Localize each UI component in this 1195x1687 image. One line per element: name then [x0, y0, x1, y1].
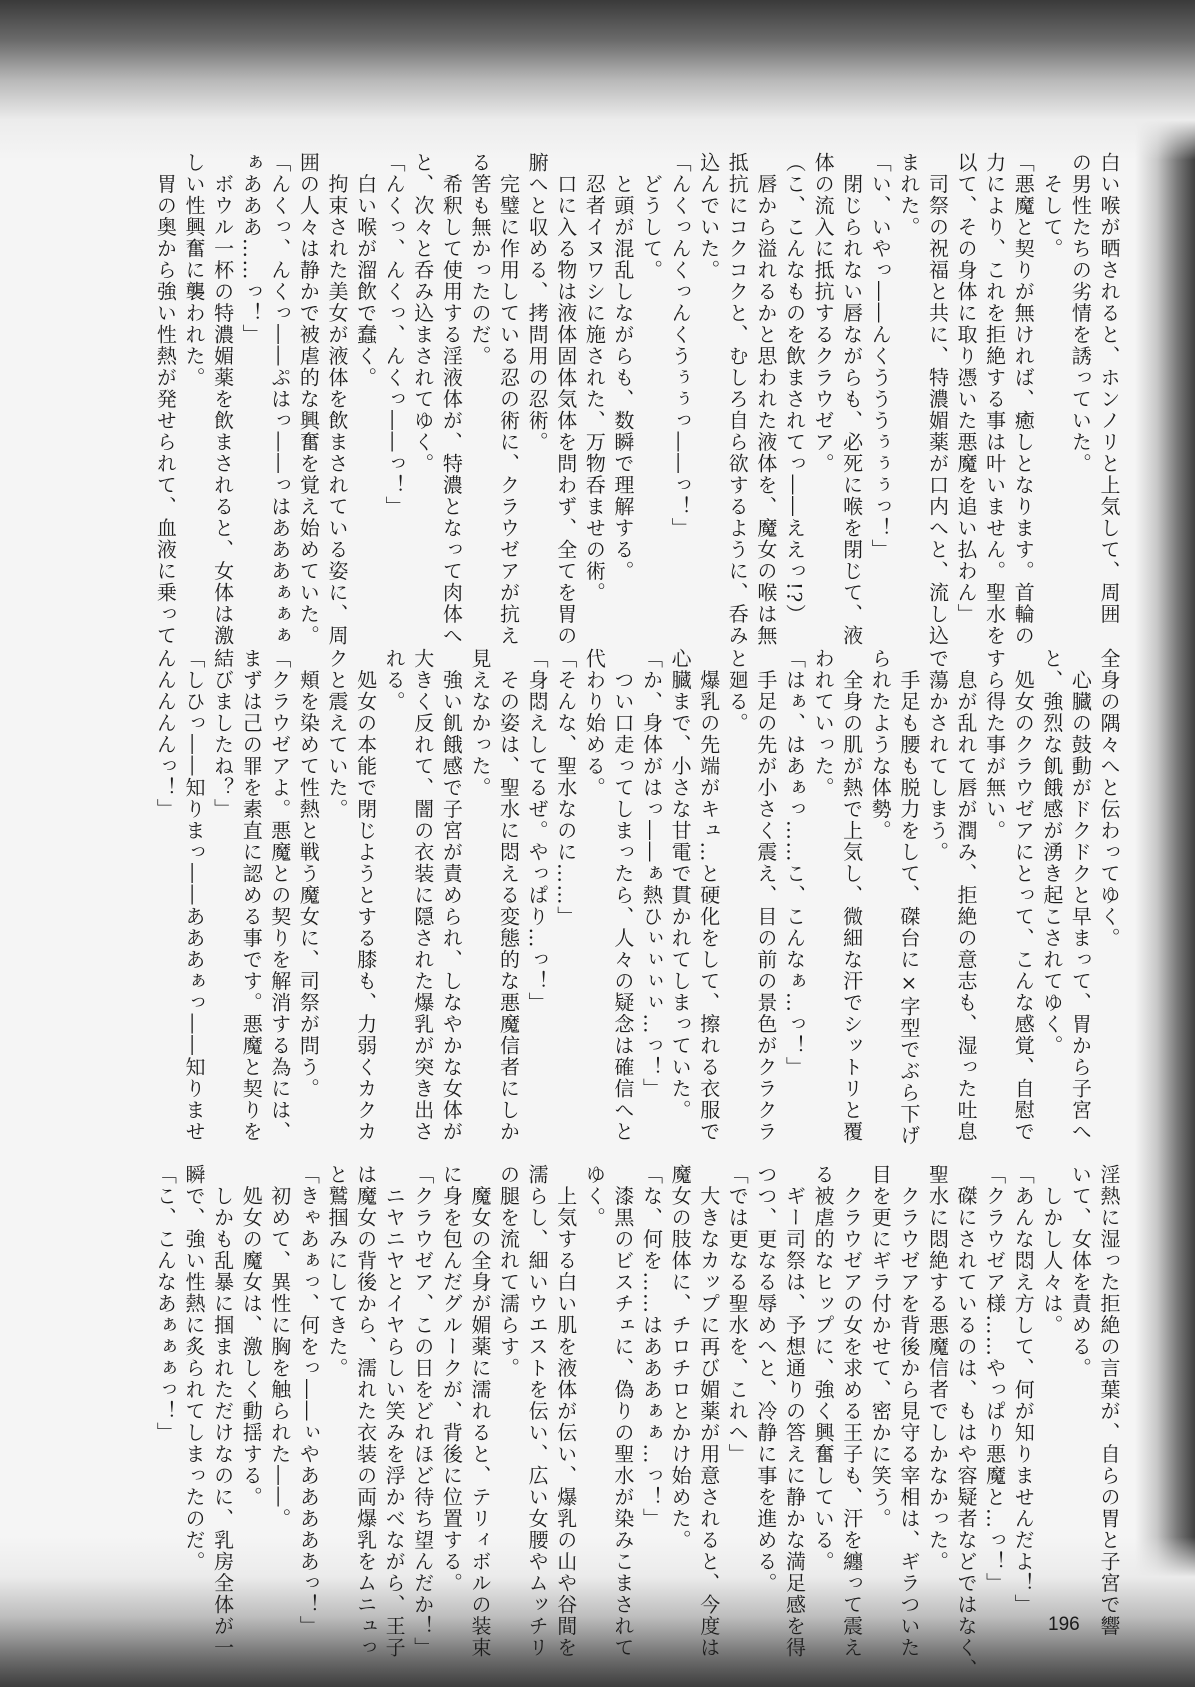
text-line: 磔にされているのは、もはや容疑者などではなく、	[954, 1164, 979, 1680]
text-line: る被虐的なヒップに、強く興奮している。	[811, 1164, 836, 1573]
text-line: 完璧に作用している忍の術に、クラウゼアが抗え	[496, 152, 521, 647]
text-line: 処女の本能で閉じようとする膝も、力弱くカクカ	[353, 648, 378, 1143]
text-line: クラウゼアの女を求める王子も、汗を纏って震え	[839, 1164, 864, 1659]
text-line: 閉じられない唇ながらも、必死に喉を閉じて、液	[839, 152, 864, 647]
text-line: 「んくっんくっんくうぅぅっ――っ！」	[668, 152, 693, 539]
text-line: 「クラウゼア様……やっぱり悪魔と…っ！」	[982, 1164, 1007, 1594]
text-line: 司祭の祝福と共に、特濃媚薬が口内へと、流し込	[925, 152, 950, 647]
text-line: クラウゼアを背後から見守る宰相は、ギラついた	[896, 1164, 921, 1659]
text-line: 希釈して使用する淫液体が、特濃となって肉体へ	[439, 152, 464, 647]
text-line: 代わり始める。	[582, 648, 607, 799]
text-line: 上気する白い肌を液体が伝い、爆乳の山や谷間を	[553, 1164, 578, 1659]
text-line: 込んでいた。	[696, 152, 721, 281]
text-line: ニヤニヤとイヤらしい笑みを浮かべながら、王子	[382, 1164, 407, 1659]
text-line: 胃の奥から強い性熱が発せられて、血液に乗って	[153, 152, 178, 647]
text-line: 「クラウゼアよ。悪魔との契りを解消する為には、	[267, 648, 292, 1143]
text-line: 白い喉が晒されると、ホンノリと上気して、周囲	[1097, 152, 1121, 625]
text-line: その姿は、聖水に悶える変態的な悪魔信者にしか	[496, 648, 521, 1143]
text-line: 濡らし、細いウエストを伝い、広い女腰やムッチリ	[525, 1164, 550, 1659]
text-line: 処女のクラウゼアにとって、こんな感覚、自慰で	[1011, 648, 1036, 1143]
text-line: 淫熱に湿った拒絶の言葉が、自らの胃と子宮で響	[1097, 1164, 1121, 1637]
text-line: は魔女の背後から、濡れた衣装の両爆乳をムニュっ	[353, 1164, 378, 1659]
text-line: ゆく。	[582, 1164, 607, 1229]
text-line: と、次々と呑み込まされてゆく。	[410, 152, 435, 475]
text-line: 処女の魔女は、激しく動揺する。	[239, 1164, 264, 1508]
text-line: つつ、更なる辱めへと、冷静に事を進める。	[753, 1164, 778, 1594]
text-line: と頭が混乱しながらも、数瞬で理解する。	[610, 152, 635, 582]
text-line: 全身の隅々へと伝わってゆく。	[1097, 648, 1121, 949]
text-line: 抵抗にコクコクと、むしろ自ら欲するように、呑み	[725, 152, 750, 647]
text-line: 心臓まで、小さな甘電で貫かれてしまっていた。	[668, 648, 693, 1121]
text-line: 「クラウゼア、この日をどれほど待ち望んだか！」	[410, 1164, 435, 1659]
text-line: しかも乱暴に掴まれただけなのに、乳房全体が一	[210, 1164, 235, 1659]
text-line: 「んくっ、んくっ、んくっ――っ！」	[382, 152, 407, 518]
text-block-middle	[151, 648, 1123, 1147]
text-line: つい口走ってしまったら、人々の疑念は確信へと	[610, 648, 635, 1143]
text-line: 息が乱れて唇が潤み、拒絶の意志も、湿った吐息	[954, 648, 979, 1143]
text-line: 大きなカップに再び媚薬が用意されると、今度は	[696, 1164, 721, 1659]
text-line: 「しひっ――知りまっ――あああぁっ――知りませ	[182, 648, 206, 1143]
text-line: 囲の人々は静かで被虐的な興奮を覚え始めていた。	[296, 152, 321, 647]
text-line: と廻る。	[725, 648, 750, 734]
text-block-upper	[151, 152, 1123, 647]
text-line: 拘束された美女が液体を飲まされている姿に、周	[324, 152, 349, 647]
text-line: 目を更にギラ付かせて、密かに笑う。	[868, 1164, 893, 1530]
text-line: 以て、その身体に取り憑いた悪魔を追い払わん」	[954, 152, 979, 625]
text-line: 初めて、異性に胸を触られた――。	[267, 1164, 292, 1530]
text-line: 頬を染めて性熱と戦う魔女に、司祭が問う。	[296, 648, 321, 1100]
text-line: 漆黒のビスチェに、偽りの聖水が染みこまされて	[610, 1164, 635, 1659]
text-line: クと震えていた。	[324, 648, 349, 820]
text-line: 手足の先が小さく震え、目の前の景色がクラクラ	[753, 648, 778, 1143]
text-line: 口に入る物は液体固体気体を問わず、全てを胃の	[553, 152, 578, 647]
text-line: 大きく反れて、闇の衣装に隠された爆乳が突き出さ	[410, 648, 435, 1143]
text-line: と、強烈な飢餓感が湧き起こされてゆく。	[1039, 648, 1064, 1057]
text-line: 「か、身体がはっ――ぁ熱ひぃぃぃぃ…っ！」	[639, 648, 664, 1100]
text-line: ボウル一杯の特濃媚薬を飲まされると、女体は激	[210, 152, 235, 647]
text-line: の男性たちの劣情を誘っていた。	[1068, 152, 1093, 475]
text-line: どうして。	[639, 152, 664, 281]
text-line: まずは己の罪を素直に認める事です。悪魔と契りを	[239, 648, 264, 1143]
text-line: 全身の肌が熱で上気し、微細な汗でシットリと覆	[839, 648, 864, 1143]
text-line: 「では更なる聖水を、これへ」	[725, 1164, 750, 1465]
text-line: 腑へと収める、拷問用の忍術。	[525, 152, 550, 453]
text-line: 「悪魔と契りが無ければ、癒しとなります。首輪の	[1011, 152, 1036, 647]
text-line: 「こ、こんなあぁぁぁっ！」	[153, 1164, 178, 1444]
page-number: 196	[1048, 1614, 1080, 1635]
text-line: 魔女の肢体に、チロチロとかけ始めた。	[668, 1164, 693, 1551]
text-line: 「んくっ、んくっ――ぷはっ――っはあああぁぁぁ	[267, 152, 292, 647]
text-line: そして。	[1039, 152, 1064, 260]
text-line: しかし人々は。	[1039, 1164, 1064, 1336]
text-line: しい性興奮に襲われた。	[182, 152, 206, 389]
text-line: 心臓の鼓動がドクドクと早まって、胃から子宮へ	[1068, 648, 1093, 1143]
text-line: 力により、これを拒絶する事は叶いません。聖水を	[982, 152, 1007, 647]
text-line: 「あんな悶え方して、何が知りませんだよ！」	[1011, 1164, 1036, 1616]
text-line: 「そんな、聖水なのに……」	[553, 648, 578, 928]
text-line: れる。	[382, 648, 407, 713]
text-line: （こ、こんなものを飲まされてっ――ええっ!?）	[782, 152, 807, 626]
text-line: ぁあああ……っ！」	[239, 152, 264, 346]
text-line: と鷲掴みにしてきた。	[324, 1164, 349, 1379]
text-line: 「い、いやっ――んくうううぅぅぅっ！」	[868, 152, 893, 561]
text-line: 「身悶えしてるぜ。やっぱり…っ！」	[525, 648, 550, 1014]
text-line: 爆乳の先端がキュ…と硬化をして、擦れる衣服で	[696, 648, 721, 1143]
text-line: 結びましたね？」	[210, 648, 235, 820]
text-line: る筈も無かったのだ。	[467, 152, 492, 367]
text-line: に身を包んだグルークが、背後に位置する。	[439, 1164, 464, 1594]
text-line: 魔女の全身が媚薬に濡れると、テリィボルの装束	[467, 1164, 492, 1659]
text-line: 体の流入に抵抗するクラウゼア。	[811, 152, 836, 475]
text-line: 忍者イヌワシに施された、万物呑ませの術。	[582, 152, 607, 604]
text-line: ギー司祭は、予想通りの答えに静かな満足感を得	[782, 1164, 807, 1659]
text-line: で蕩かされてしまう。	[925, 648, 950, 863]
text-line: 「な、何を……はあああぁぁ…っ！」	[639, 1164, 664, 1530]
text-line: いて、女体を責める。	[1068, 1164, 1093, 1379]
text-line: 手足も腰も脱力をして、磔台に×字型でぶら下げ	[896, 648, 921, 1147]
text-line: 瞬で、強い性熱に炙られてしまったのだ。	[182, 1164, 206, 1573]
text-line: 「はぁ、はあぁっ……こ、こんなぁ…っ！」	[782, 648, 807, 1078]
text-line: 「きゃあぁっ、何をっ――ぃやあああああっ！」	[296, 1164, 321, 1637]
text-line: られたような体勢。	[868, 648, 893, 842]
text-line: まれた。	[896, 152, 921, 238]
text-line: われていった。	[811, 648, 836, 799]
text-line: の腿を流れて濡らす。	[496, 1164, 521, 1379]
text-line: 聖水に悶絶する悪魔信者でしかなかった。	[925, 1164, 950, 1573]
text-line: んんんんんっ！」	[153, 648, 178, 820]
text-line: 見えなかった。	[467, 648, 492, 799]
text-line: すら得た事が無い。	[982, 648, 1007, 842]
text-line: 唇から溢れるかと思われた液体を、魔女の喉は無	[753, 152, 778, 647]
text-line: 強い飢餓感で子宮が責められ、しなやかな女体が	[439, 648, 464, 1143]
text-line: 白い喉が溜飲で蠢く。	[353, 152, 378, 389]
